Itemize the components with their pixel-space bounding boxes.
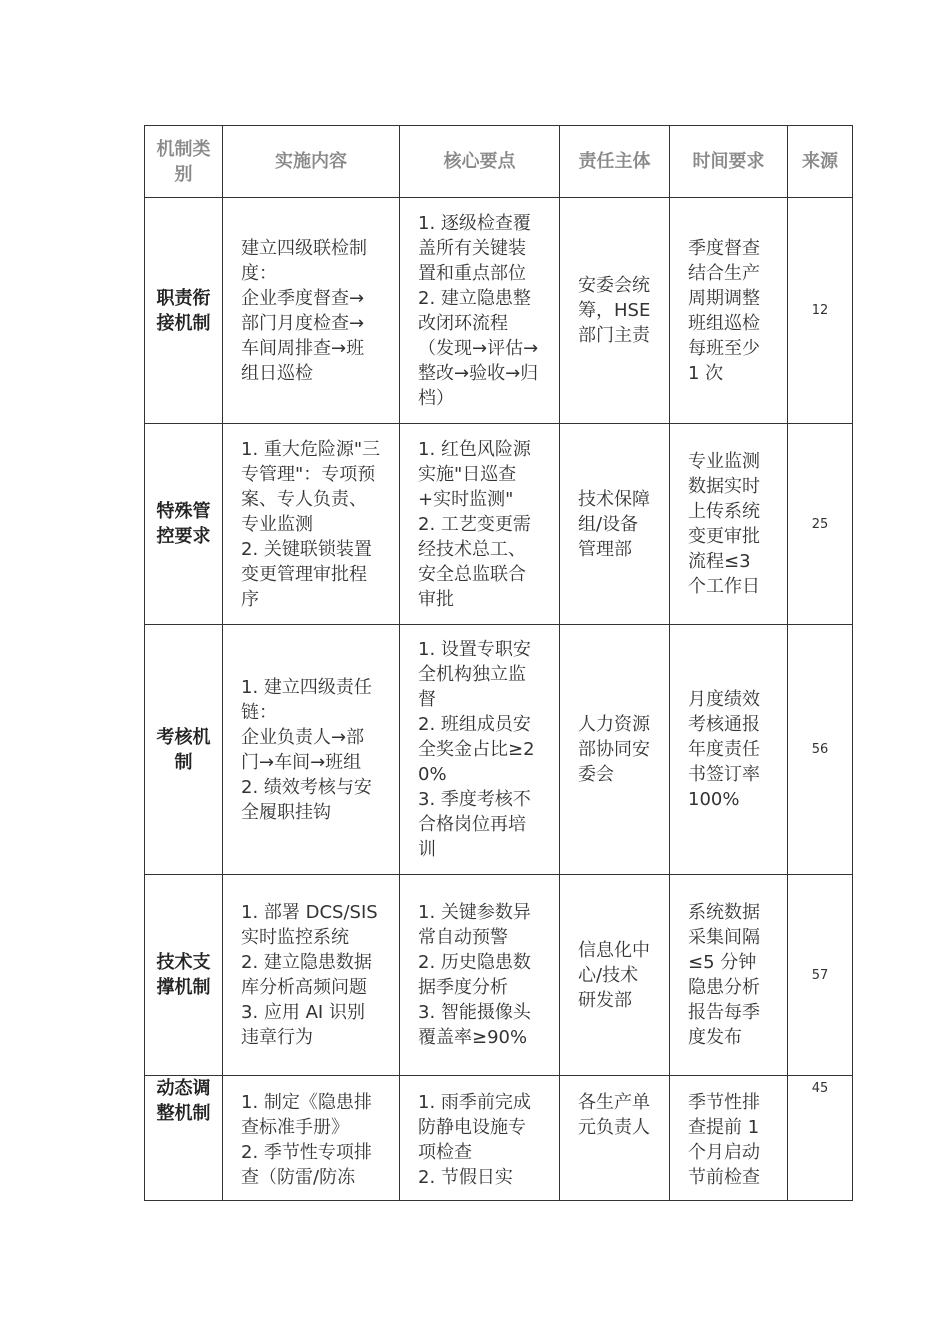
source-cell: 57 <box>788 875 853 1076</box>
time-cell: 专业监测数据实时上传系统变更审批流程≤3 个工作日 <box>670 424 788 625</box>
owner-cell: 各生产单元负责人 <box>560 1076 670 1201</box>
content-cell: 1. 制定《隐患排查标准手册》 2. 季节性专项排查（防雷/防冻 <box>223 1076 400 1201</box>
table-row <box>145 424 853 625</box>
points-cell: 1. 设置专职安全机构独立监督 2. 班组成员安全奖金占比≥20% 3. 季度考核不合格岗位再培训 <box>400 625 560 875</box>
header-points: 核心要点 <box>400 126 560 198</box>
owner-cell: 技术保障组/设备管理部 <box>560 424 670 625</box>
content-cell: 建立四级联检制度： 企业季度督查→部门月度检查→车间周排查→班组日巡检 <box>223 198 400 424</box>
table-row <box>145 198 853 424</box>
source-cell: 56 <box>788 625 853 875</box>
points-cell: 1. 关键参数异常自动预警 2. 历史隐患数据季度分析 3. 智能摄像头覆盖率≥90% <box>400 875 560 1076</box>
owner-cell: 安委会统筹，HSE 部门主责 <box>560 198 670 424</box>
source-cell: 25 <box>788 424 853 625</box>
table-row <box>145 625 853 875</box>
header-row <box>145 126 853 198</box>
header-time: 时间要求 <box>670 126 788 198</box>
points-cell: 1. 红色风险源实施"日巡查+实时监测" 2. 工艺变更需经技术总工、安全总监联合审批 <box>400 424 560 625</box>
category-cell: 职责衔接机制 <box>145 198 223 424</box>
category-cell: 技术支撑机制 <box>145 875 223 1076</box>
content-cell: 1. 重大危险源"三专管理"：专项预案、专人负责、专业监测 2. 关键联锁装置变更管理审批程序 <box>223 424 400 625</box>
content-cell: 1. 建立四级责任链： 企业负责人→部门→车间→班组 2. 绩效考核与安全履职挂钩 <box>223 625 400 875</box>
points-cell: 1. 雨季前完成防静电设施专项检查 2. 节假日实 <box>400 1076 560 1201</box>
time-cell: 季节性排查提前 1 个月启动节前检查 <box>670 1076 788 1201</box>
category-cell: 特殊管控要求 <box>145 424 223 625</box>
time-cell: 季度督查结合生产周期调整班组巡检每班至少 1 次 <box>670 198 788 424</box>
points-cell: 1. 逐级检查覆盖所有关键装置和重点部位 2. 建立隐患整改闭环流程（发现→评估→整改→验收→归档） <box>400 198 560 424</box>
table-row <box>145 875 853 1076</box>
time-cell: 系统数据采集间隔≤5 分钟隐患分析报告每季度发布 <box>670 875 788 1076</box>
content-cell: 1. 部署 DCS/SIS 实时监控系统 2. 建立隐患数据库分析高频问题 3. 应用 AI 识别违章行为 <box>223 875 400 1076</box>
owner-cell: 信息化中心/技术研发部 <box>560 875 670 1076</box>
time-cell: 月度绩效考核通报年度责任书签订率 100% <box>670 625 788 875</box>
source-cell: 12 <box>788 198 853 424</box>
category-cell: 动态调整机制 <box>145 1076 223 1201</box>
header-owner: 责任主体 <box>560 126 670 198</box>
owner-cell: 人力资源部协同安委会 <box>560 625 670 875</box>
header-source: 来源 <box>788 126 853 198</box>
category-cell: 考核机制 <box>145 625 223 875</box>
header-content: 实施内容 <box>223 126 400 198</box>
mechanism-table <box>144 125 853 1201</box>
header-category: 机制类别 <box>145 126 223 198</box>
table-row <box>145 1076 853 1201</box>
source-cell: 45 <box>788 1076 853 1201</box>
